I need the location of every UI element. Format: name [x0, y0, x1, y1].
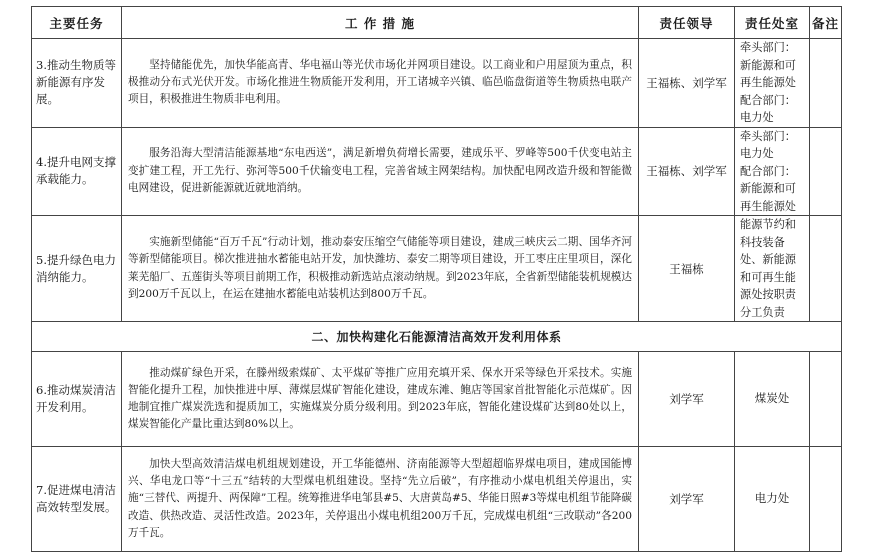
leader-cell: 王福栋	[639, 216, 735, 322]
header-measures: 工 作 措 施	[122, 7, 639, 39]
measure-cell: 推动煤矿绿色开采，在滕州级索煤矿、太平煤矿等推广应用充填开采、保水开采等绿色开采技术。实施智能化提升工程，加快推进中厚、薄煤层煤矿智能化建设，建成东滩、鲍店等国家首批智能化示范煤矿。因地制宜推广煤炭洗选和提质加工，实施煤炭分质分级利用。到2023年底，智能化建设煤矿达到80处以上，煤炭智能化产量比重达到80%以上。	[122, 352, 639, 447]
task-table	[31, 6, 842, 552]
note-cell	[810, 447, 842, 552]
table-row	[32, 39, 842, 128]
note-cell	[810, 352, 842, 447]
table-row	[32, 352, 842, 447]
task-cell: 3.推动生物质等新能源有序发展。	[32, 39, 122, 128]
measure-cell: 加快大型高效清洁煤电机组规划建设，开工华能德州、济南能源等大型超超临界煤电项目，建成国能博兴、华电龙口等“十三五”结转的大型煤电机组建设。坚持“先立后破”，有序推动小煤电机组关停退出，实施“三替代、两提升、两保障”工程。统筹推进华电邹县#5、大唐黄岛#5、华能日照#3等煤电机组节能降碳改造、供热改造、灵活性改造。2023年，关停退出小煤电机组200万千瓦，完成煤电机组“三改联动”各200万千瓦。	[122, 447, 639, 552]
header-task: 主要任务	[32, 7, 122, 39]
header-leader: 责任领导	[639, 7, 735, 39]
dept-cell: 煤炭处	[735, 352, 810, 447]
task-cell: 4.提升电网支撑承载能力。	[32, 127, 122, 216]
note-cell	[810, 127, 842, 216]
measure-cell: 坚持储能优先，加快华能高青、华电福山等光伏市场化并网项目建设。以工商业和户用屋顶为重点，积极推动分布式光伏开发。市场化推进生物质能开发利用，开工诸城辛兴镇、临邑临盘街道等生物质热电联产项目，积极推进生物质非电利用。	[122, 39, 639, 128]
dept-line: 配合部门：电力处	[740, 93, 796, 124]
leader-cell: 王福栋、刘学军	[639, 127, 735, 216]
table-row	[32, 216, 842, 322]
measure-cell: 实施新型储能“百万千瓦”行动计划，推动泰安压缩空气储能等项目建设，建成三峡庆云二期、国华齐河等新型储能项目。梯次推进抽水蓄能电站开发，加快潍坊、泰安二期等项目建设，开工枣庄庄里项目，深化莱芜船厂、五莲街头等项目前期工作，积极推动新选站点滚动纳规。到2023年底，全省新型储能装机规模达到200万千瓦以上，在运在建抽水蓄能电站装机达到800万千瓦。	[122, 216, 639, 322]
table-row	[32, 127, 842, 216]
section-row	[32, 322, 842, 352]
table-row	[32, 447, 842, 552]
dept-cell	[735, 127, 810, 216]
dept-cell	[735, 39, 810, 128]
section-title: 二、加快构建化石能源清洁高效开发利用体系	[32, 322, 842, 352]
dept-line: 配合部门：新能源和可再生能源处	[740, 164, 796, 213]
note-cell	[810, 216, 842, 322]
leader-cell: 王福栋、刘学军	[639, 39, 735, 128]
header-note: 备注	[810, 7, 842, 39]
task-cell: 7.促进煤电清洁高效转型发展。	[32, 447, 122, 552]
dept-line: 能源节约和科技装备处、新能源和可再生能源处按职责分工负责	[740, 218, 796, 319]
leader-cell: 刘学军	[639, 447, 735, 552]
dept-cell	[735, 216, 810, 322]
dept-cell: 电力处	[735, 447, 810, 552]
measure-cell: 服务沿海大型清洁能源基地“东电西送”，满足新增负荷增长需要，建成乐平、罗峰等500千伏变电站主变扩建工程，开工先行、弥河等500千伏输变电工程，完善省域主网架结构。加快配电网改造升级和智能微电网建设，促进新能源就近就地消纳。	[122, 127, 639, 216]
header-row	[32, 7, 842, 39]
dept-line: 牵头部门：电力处	[740, 129, 796, 160]
dept-line: 牵头部门：新能源和可再生能源处	[740, 41, 796, 89]
header-dept: 责任处室	[735, 7, 810, 39]
leader-cell: 刘学军	[639, 352, 735, 447]
task-cell: 5.提升绿色电力消纳能力。	[32, 216, 122, 322]
task-cell: 6.推动煤炭清洁开发利用。	[32, 352, 122, 447]
note-cell	[810, 39, 842, 128]
